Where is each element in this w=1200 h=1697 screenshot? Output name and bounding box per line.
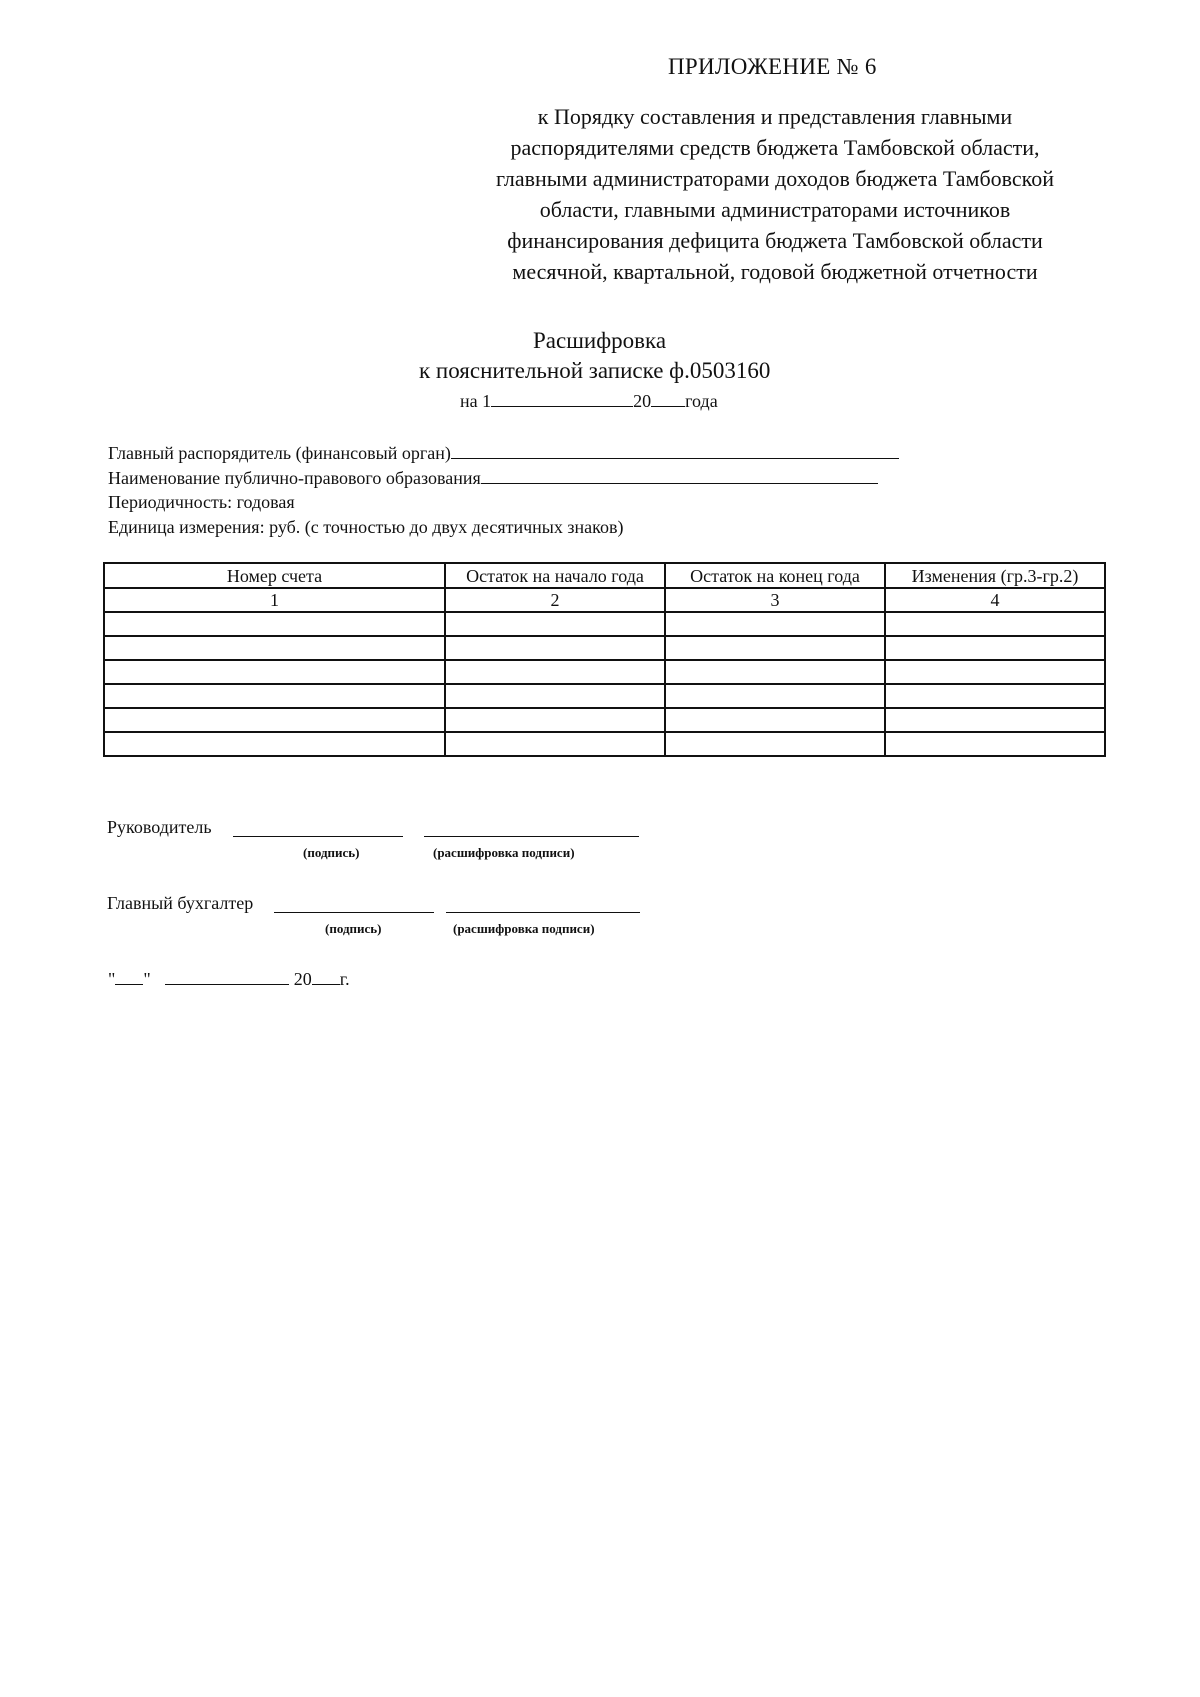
header-end-balance: Остаток на конец года — [665, 563, 885, 588]
footer-year-blank[interactable] — [312, 968, 340, 985]
table-cell[interactable] — [104, 636, 445, 660]
chief-accountant-signature-caption: (подпись) — [325, 921, 382, 936]
document-subtitle: к пояснительной записке ф.0503160 — [419, 358, 771, 383]
table-cell[interactable] — [445, 732, 665, 756]
table-cell[interactable] — [665, 636, 885, 660]
table-cell[interactable] — [445, 636, 665, 660]
table-row — [104, 708, 1105, 732]
table-cell[interactable] — [885, 612, 1105, 636]
header-account-number: Номер счета — [104, 563, 445, 588]
table-cell[interactable] — [665, 612, 885, 636]
entity-name-row — [108, 467, 878, 489]
table-cell[interactable] — [104, 612, 445, 636]
table-row — [104, 732, 1105, 756]
table-cell[interactable] — [445, 708, 665, 732]
column-number: 2 — [445, 588, 665, 612]
chief-accountant-decoding-line[interactable] — [446, 912, 640, 913]
table-cell[interactable] — [445, 612, 665, 636]
column-number: 3 — [665, 588, 885, 612]
head-signature-line[interactable] — [233, 836, 403, 837]
entity-name-label: Наименование публично-правового образования — [108, 468, 481, 488]
chief-manager-label: Главный распорядитель (финансовый орган) — [108, 443, 451, 463]
appendix-line: распорядителями средств бюджета Тамбовской области, — [510, 135, 1040, 160]
unit-of-measure: Единица измерения: руб. (с точностью до двух десятичных знаков) — [108, 517, 624, 537]
date-day-month-blank[interactable] — [491, 390, 633, 407]
quote-open: " — [108, 969, 116, 989]
appendix-line: финансирования дефицита бюджета Тамбовской области — [507, 228, 1043, 253]
footer-year-suffix: г. — [339, 969, 350, 989]
appendix-title: ПРИЛОЖЕНИЕ № 6 — [668, 54, 877, 79]
appendix-reference — [445, 101, 1105, 287]
table-cell[interactable] — [665, 732, 885, 756]
table-row — [104, 636, 1105, 660]
periodicity: Периодичность: годовая — [108, 492, 295, 512]
table-cell[interactable] — [885, 684, 1105, 708]
report-date-line — [460, 390, 718, 412]
table-cell[interactable] — [885, 732, 1105, 756]
table-cell[interactable] — [665, 708, 885, 732]
head-label: Руководитель — [107, 817, 212, 837]
table-cell[interactable] — [885, 660, 1105, 684]
head-decoding-caption: (расшифровка подписи) — [433, 845, 575, 860]
table-cell[interactable] — [104, 732, 445, 756]
table-row — [104, 612, 1105, 636]
appendix-line: области, главными администраторами источников — [539, 197, 1011, 222]
quote-close: " — [143, 969, 151, 989]
date-suffix: года — [685, 391, 718, 411]
column-number: 1 — [104, 588, 445, 612]
chief-accountant-decoding-caption: (расшифровка подписи) — [453, 921, 595, 936]
chief-manager-row — [108, 442, 899, 464]
footer-day-blank[interactable] — [115, 968, 143, 985]
table-cell[interactable] — [665, 684, 885, 708]
date-year-prefix: 20 — [633, 391, 652, 411]
date-year-blank[interactable] — [651, 390, 685, 407]
header-change: Изменения (гр.3-гр.2) — [885, 563, 1105, 588]
chief-manager-blank[interactable] — [451, 442, 899, 459]
decoding-table — [103, 562, 1106, 757]
table-row — [104, 684, 1105, 708]
chief-accountant-label: Главный бухгалтер — [107, 893, 254, 913]
chief-accountant-signature-line[interactable] — [274, 912, 434, 913]
footer-year-prefix: 20 — [293, 969, 312, 989]
column-numbers-row — [104, 588, 1105, 612]
head-signature-caption: (подпись) — [303, 845, 360, 860]
appendix-line: к Порядку составления и представления главными — [537, 104, 1013, 129]
date-prefix: на 1 — [460, 391, 492, 411]
table-cell[interactable] — [445, 684, 665, 708]
appendix-line: месячной, квартальной, годовой бюджетной отчетности — [512, 259, 1038, 284]
footer-date — [108, 968, 350, 990]
entity-name-blank[interactable] — [481, 467, 878, 484]
table-cell[interactable] — [885, 708, 1105, 732]
table-cell[interactable] — [104, 660, 445, 684]
head-decoding-line[interactable] — [424, 836, 639, 837]
table-cell[interactable] — [665, 660, 885, 684]
table-cell[interactable] — [885, 636, 1105, 660]
table-cell[interactable] — [445, 660, 665, 684]
document-title: Расшифровка — [533, 328, 667, 353]
header-start-balance: Остаток на начало года — [445, 563, 665, 588]
table-header-row — [104, 563, 1105, 588]
table-row — [104, 660, 1105, 684]
table-cell[interactable] — [104, 708, 445, 732]
footer-month-blank[interactable] — [165, 968, 289, 985]
table-cell[interactable] — [104, 684, 445, 708]
column-number: 4 — [885, 588, 1105, 612]
appendix-line: главными администраторами доходов бюджета Тамбовской — [495, 166, 1055, 191]
